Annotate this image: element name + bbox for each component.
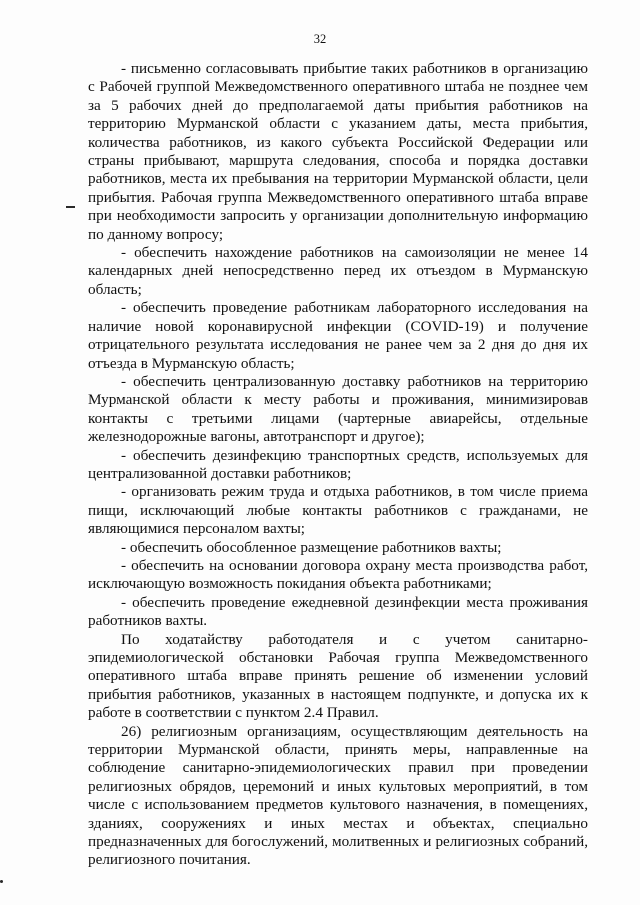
page-number: 32 [313,32,327,46]
paragraph-daily-disinfection: - обеспечить проведение ежедневной дезинфекции места проживания работников вахты. [88,593,588,630]
paragraph-site-security: - обеспечить на основании договора охрану места производства работ, исключающую возможность покидания объекта работниками; [88,556,588,593]
paragraph-item-26-religious-organizations: 26) религиозным организациям, осуществляющим деятельность на территории Мурманской области, принять меры, направленные на соблюдение санитарно-эпидемиологических правил при проведении религиозных обрядов, церемоний и иных культовых мероприятий, в том числе с использованием предметов культового назначения, в помещениях, зданиях, сооружениях и иных местах и объектах, специально предназначенных для богослужений, молитвенных и религиозных собраний, религиозного почитания. [88,722,588,869]
paragraph-separate-accommodation: - обеспечить обособленное размещение работников вахты; [121,538,502,556]
paragraph-approve-arrival: - письменно согласовывать прибытие таких работников в организацию с Рабочей группой Межведомственного оперативного штаба не позднее чем за 5 рабочих дней до предполагаемой даты прибытия работников на территорию Мурманской области с указанием даты, места прибытия, количества работников, из какого субъекта Российской Федерации или страны прибывают, маршрута следования, способа и порядка доставки работников, места их пребывания на территории Мурманской области, цели прибытия. Рабочая группа Межведомственного оперативного штаба вправе при необходимости запросить у организации дополнительную информацию по данному вопросу; [88,60,588,243]
paragraph-self-isolation: - обеспечить нахождение работников на самоизоляции не менее 14 календарных дней непосредственно перед их отъездом в Мурманскую область; [88,244,588,298]
scan-edge-mark [0,880,3,883]
paragraph-lab-testing: - обеспечить проведение работникам лабораторного исследования на наличие новой коронавирусной инфекции (COVID-19) и получение отрицательного результата исследования не ранее чем за 2 дня до дня их отъезда в Мурманскую область; [88,299,588,372]
paragraph-transport-disinfection: - обеспечить дезинфекцию транспортных средств, используемых для централизованной доставки работников; [88,446,588,482]
paragraph-work-rest-regime: - организовать режим труда и отдыха работников, в том числе приема пищи, исключающий любые контакты работников с гражданами, не являющимися персоналом вахты; [88,483,588,538]
paragraph-centralized-delivery: - обеспечить централизованную доставку работников на территорию Мурманской области к месту работы и проживания, минимизировав контакты с третьими лицами (чартерные авиарейсы, отдельные железнодорожные вагоны, автотранспорт и другое); [88,372,588,446]
paragraph-employer-petition: По ходатайству работодателя и с учетом санитарно-эпидемиологической обстановки Рабочая группа Межведомственного оперативного штаба вправе принять решение об изменении условий прибытия работников, указанных в настоящем подпункте, и допуска их к работе в соответствии с пунктом 2.4 Правил. [88,630,588,722]
scan-margin-mark [66,206,75,208]
document-body [88,60,588,870]
